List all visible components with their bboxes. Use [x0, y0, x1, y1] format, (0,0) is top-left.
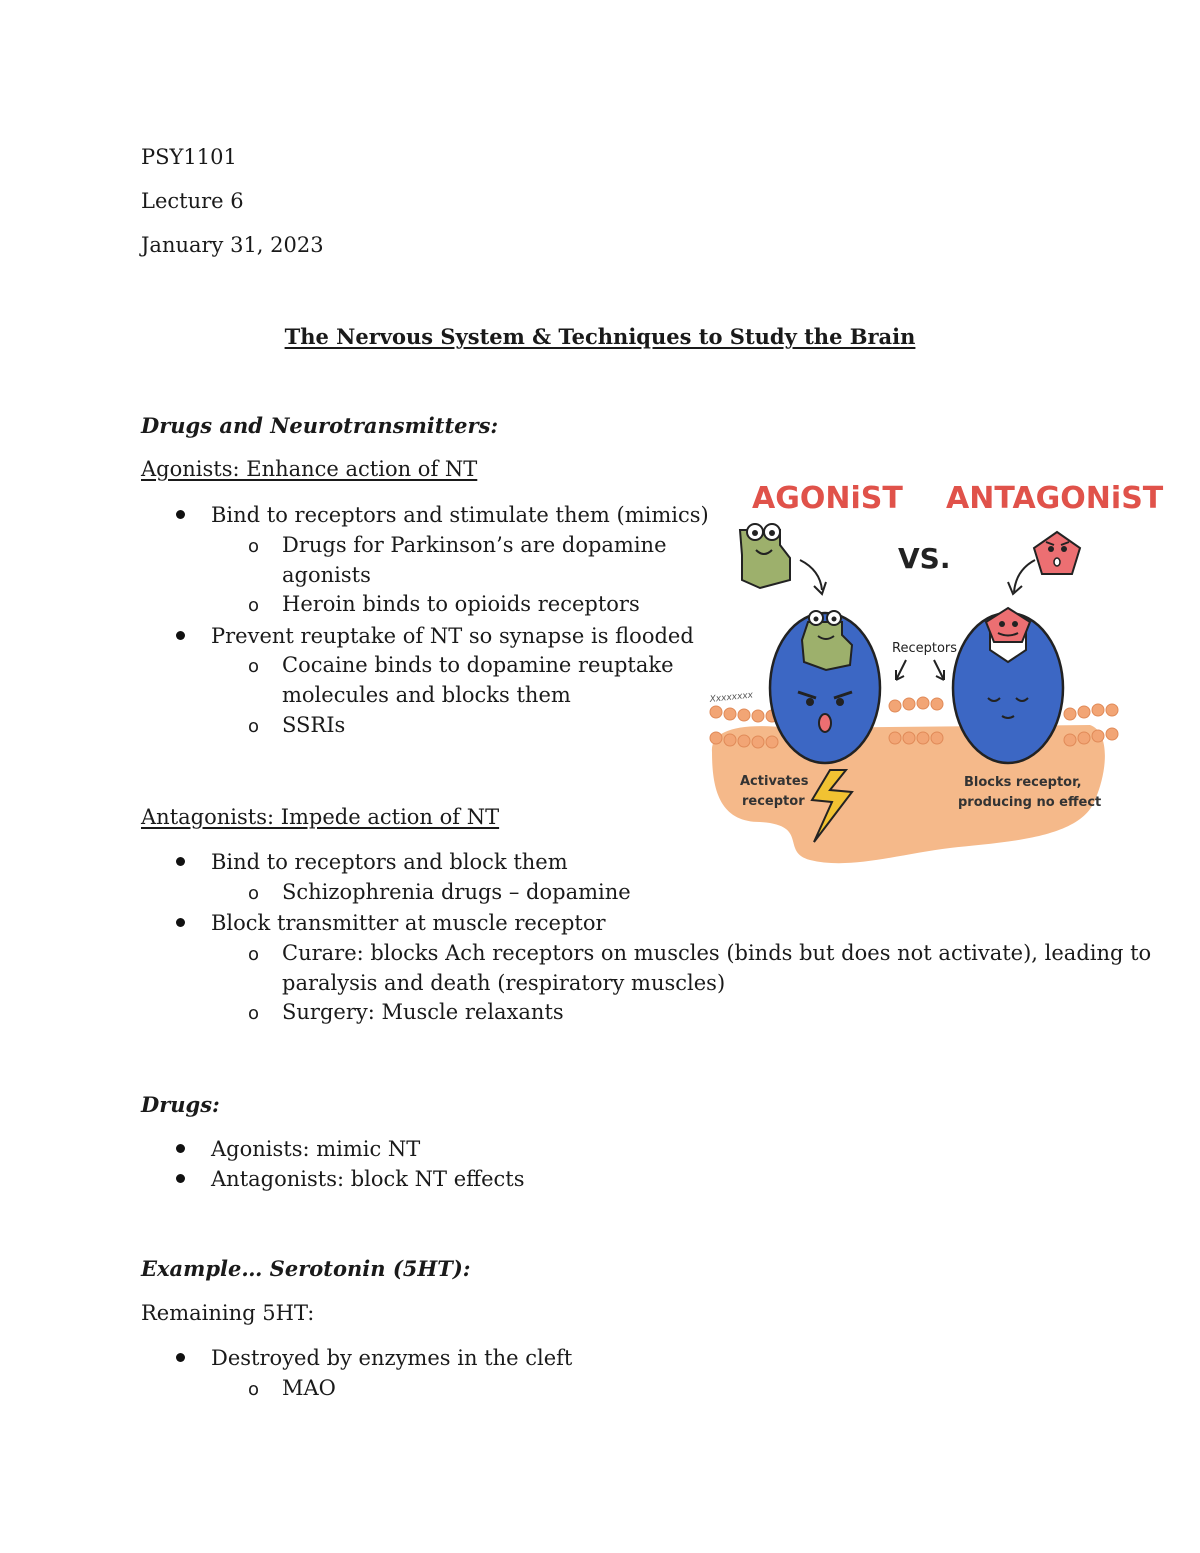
sub-bullet-icon: o	[248, 536, 260, 557]
list-item: molecules and blocks them	[282, 683, 571, 707]
list-item: Destroyed by enzymes in the cleft	[211, 1346, 573, 1370]
list-item: SSRIs	[282, 713, 346, 737]
agonist-vs-antagonist-illustration	[700, 470, 1164, 880]
agonists-heading: Agonists: Enhance action of NT	[141, 457, 478, 481]
bullet-icon	[176, 857, 185, 866]
list-item: agonists	[282, 563, 371, 587]
antagonist-molecule-icon	[1034, 532, 1080, 574]
list-item: Surgery: Muscle relaxants	[282, 1000, 564, 1024]
list-item: MAO	[282, 1376, 336, 1400]
list-item: Bind to receptors and block them	[211, 850, 568, 874]
course-code: PSY1101	[141, 145, 237, 169]
section-heading-drugs-nt: Drugs and Neurotransmitters:	[141, 413, 499, 438]
antagonists-heading: Antagonists: Impede action of NT	[141, 805, 500, 829]
list-item: Drugs for Parkinson’s are dopamine	[282, 533, 667, 557]
sub-bullet-icon: o	[248, 595, 260, 616]
bullet-icon	[176, 1353, 185, 1362]
bullet-icon	[176, 1174, 185, 1183]
arrow-icon	[1014, 560, 1035, 592]
antagonist-receptor-icon	[953, 608, 1063, 763]
sub-bullet-icon: o	[248, 883, 260, 904]
sub-bullet-icon: o	[248, 656, 260, 677]
section-heading-drugs: Drugs:	[141, 1092, 220, 1117]
bullet-icon	[176, 1144, 185, 1153]
agonist-title: AGONiST	[752, 481, 903, 516]
list-item: Schizophrenia drugs – dopamine	[282, 880, 631, 904]
section-heading-example: Example… Serotonin (5HT):	[141, 1256, 471, 1281]
list-item: paralysis and death (respiratory muscles)	[282, 971, 726, 995]
list-item: Bind to receptors and stimulate them (mimics)	[211, 503, 709, 527]
list-item: Prevent reuptake of NT so synapse is flooded	[211, 624, 694, 648]
lecture-number: Lecture 6	[141, 189, 244, 213]
sub-bullet-icon: o	[248, 716, 260, 737]
bullet-icon	[176, 631, 185, 640]
arrow-icon	[934, 660, 944, 680]
agonist-molecule-icon	[740, 524, 790, 588]
lecture-date: January 31, 2023	[141, 233, 324, 257]
blocks-caption-line1: Blocks receptor,	[964, 775, 1082, 790]
sub-bullet-icon: o	[248, 1379, 260, 1400]
list-item: Curare: blocks Ach receptors on muscles (binds but does not activate), leading to	[282, 941, 1152, 965]
sub-bullet-icon: o	[248, 1003, 260, 1024]
arrow-icon	[800, 560, 822, 590]
blocks-caption-line2: producing no effect	[958, 795, 1102, 810]
agonist-receptor-icon	[770, 611, 880, 763]
page-title: The Nervous System & Techniques to Study the Brain	[284, 324, 916, 349]
activates-caption-line1: Activates	[740, 774, 809, 789]
arrow-icon	[896, 660, 906, 680]
sub-bullet-icon: o	[248, 944, 260, 965]
list-item: Antagonists: block NT effects	[211, 1167, 525, 1191]
vs-label: VS.	[898, 542, 951, 575]
activates-caption-line2: receptor	[742, 794, 805, 809]
bullet-icon	[176, 510, 185, 519]
list-item: Heroin binds to opioids receptors	[282, 592, 640, 616]
receptors-label: Receptors	[892, 641, 958, 656]
list-item: Cocaine binds to dopamine reuptake	[282, 653, 674, 677]
list-item: Block transmitter at muscle receptor	[211, 911, 606, 935]
bullet-icon	[176, 918, 185, 927]
list-item: Agonists: mimic NT	[211, 1137, 421, 1161]
membrane-label: Xxxxxxxx	[709, 690, 754, 705]
remaining-5ht-label: Remaining 5HT:	[141, 1301, 315, 1325]
antagonist-title: ANTAGONiST	[946, 481, 1164, 516]
